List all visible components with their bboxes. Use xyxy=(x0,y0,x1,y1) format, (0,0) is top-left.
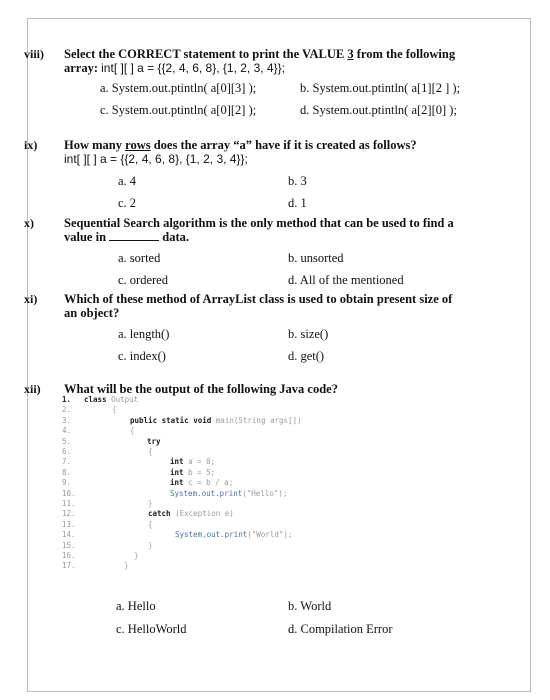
code-line-14: System.out.print("World"); xyxy=(175,530,293,540)
code-brace: { xyxy=(130,426,135,436)
code-line-1: class Output xyxy=(84,395,139,404)
question-xi xyxy=(24,292,504,320)
code-brace: { xyxy=(148,447,153,456)
option-c: c. ordered xyxy=(118,273,168,287)
option-c: c. System.out.ptintln( a[0][2] ); xyxy=(100,103,257,117)
code-line-7: int a = 0; xyxy=(170,457,216,467)
line-number: 1. xyxy=(62,395,72,404)
code-line-10: System.out.print("Hello"); xyxy=(170,488,288,498)
question-stem: How many rows does the array “a” have if it is created as follows? int[ ][ ] a = {{2, 4, 6, 8}, {1, 2, 3, 4}}; xyxy=(64,138,417,166)
option-c: c. HelloWorld xyxy=(116,622,187,636)
line-number: 6. xyxy=(62,447,72,456)
option-d: d. 1 xyxy=(288,196,307,210)
code-line-8: int b = 5; xyxy=(170,467,216,477)
code-brace: { xyxy=(148,519,153,529)
line-number: 17. xyxy=(62,561,76,571)
answer-blank xyxy=(109,230,159,241)
line-number: 10. xyxy=(62,488,76,498)
option-b: b. System.out.ptintln( a[1][2 ] ); xyxy=(300,81,461,95)
question-stem: What will be the output of the following Java code? xyxy=(64,382,338,396)
code-brace: } xyxy=(148,540,153,550)
code-line-3: public static void main(String args[]) xyxy=(130,415,302,425)
question-number: viii) xyxy=(24,47,44,61)
question-number: xi) xyxy=(24,292,38,306)
line-number: 2. xyxy=(62,405,72,415)
line-number: 5. xyxy=(62,436,72,446)
option-d: d. System.out.ptintln( a[2][0] ); xyxy=(300,103,457,117)
code-listing xyxy=(62,395,512,575)
code-line-9: int c = b / a; xyxy=(170,478,234,488)
code-line-12: catch (Exception e) xyxy=(148,509,234,519)
line-number: 11. xyxy=(62,499,76,508)
option-d: d. Compilation Error xyxy=(288,622,393,636)
option-b: b. World xyxy=(288,599,332,613)
option-a: a. sorted xyxy=(118,251,161,265)
line-number: 13. xyxy=(62,519,76,529)
option-c: c. index() xyxy=(118,349,166,363)
code-line-5: try xyxy=(147,436,161,446)
line-number: 3. xyxy=(62,415,72,425)
code-brace: } xyxy=(148,499,153,508)
question-number: xii) xyxy=(24,382,41,396)
option-a: a. Hello xyxy=(116,599,156,613)
question-number: x) xyxy=(24,216,34,230)
question-viii xyxy=(24,47,504,75)
question-stem: Select the CORRECT statement to print the VALUE 3 from the following array: int[ ][ ] a = {{2, 4, 6, 8}, {1, 2, 3, 4}}; xyxy=(64,47,456,75)
option-a: a. 4 xyxy=(118,174,137,188)
line-number: 16. xyxy=(62,551,76,560)
line-number: 4. xyxy=(62,426,72,436)
line-number: 12. xyxy=(62,509,76,519)
line-number: 8. xyxy=(62,467,72,477)
question-number: ix) xyxy=(24,138,38,152)
line-number: 9. xyxy=(62,478,72,488)
option-d: d. get() xyxy=(288,349,325,363)
line-number: 15. xyxy=(62,540,76,550)
option-a: a. length() xyxy=(118,327,170,341)
option-b: b. unsorted xyxy=(288,251,344,265)
code-brace: } xyxy=(124,561,129,571)
option-c: c. 2 xyxy=(118,196,137,210)
option-b: b. 3 xyxy=(288,174,307,188)
code-brace: } xyxy=(134,551,139,560)
line-number: 7. xyxy=(62,457,72,467)
question-stem: Which of these method of ArrayList class is used to obtain present size of an object? xyxy=(64,292,453,320)
question-ix xyxy=(24,138,504,166)
option-d: d. All of the mentioned xyxy=(288,273,404,287)
code-brace: { xyxy=(112,405,117,415)
option-b: b. size() xyxy=(288,327,329,341)
option-a: a. System.out.ptintln( a[0][3] ); xyxy=(100,81,257,95)
question-x xyxy=(24,216,504,244)
document-page xyxy=(27,18,531,692)
question-stem: Sequential Search algorithm is the only method that can be used to find a value in data. xyxy=(64,216,454,244)
question-xii xyxy=(24,382,504,396)
line-number: 14. xyxy=(62,530,76,540)
